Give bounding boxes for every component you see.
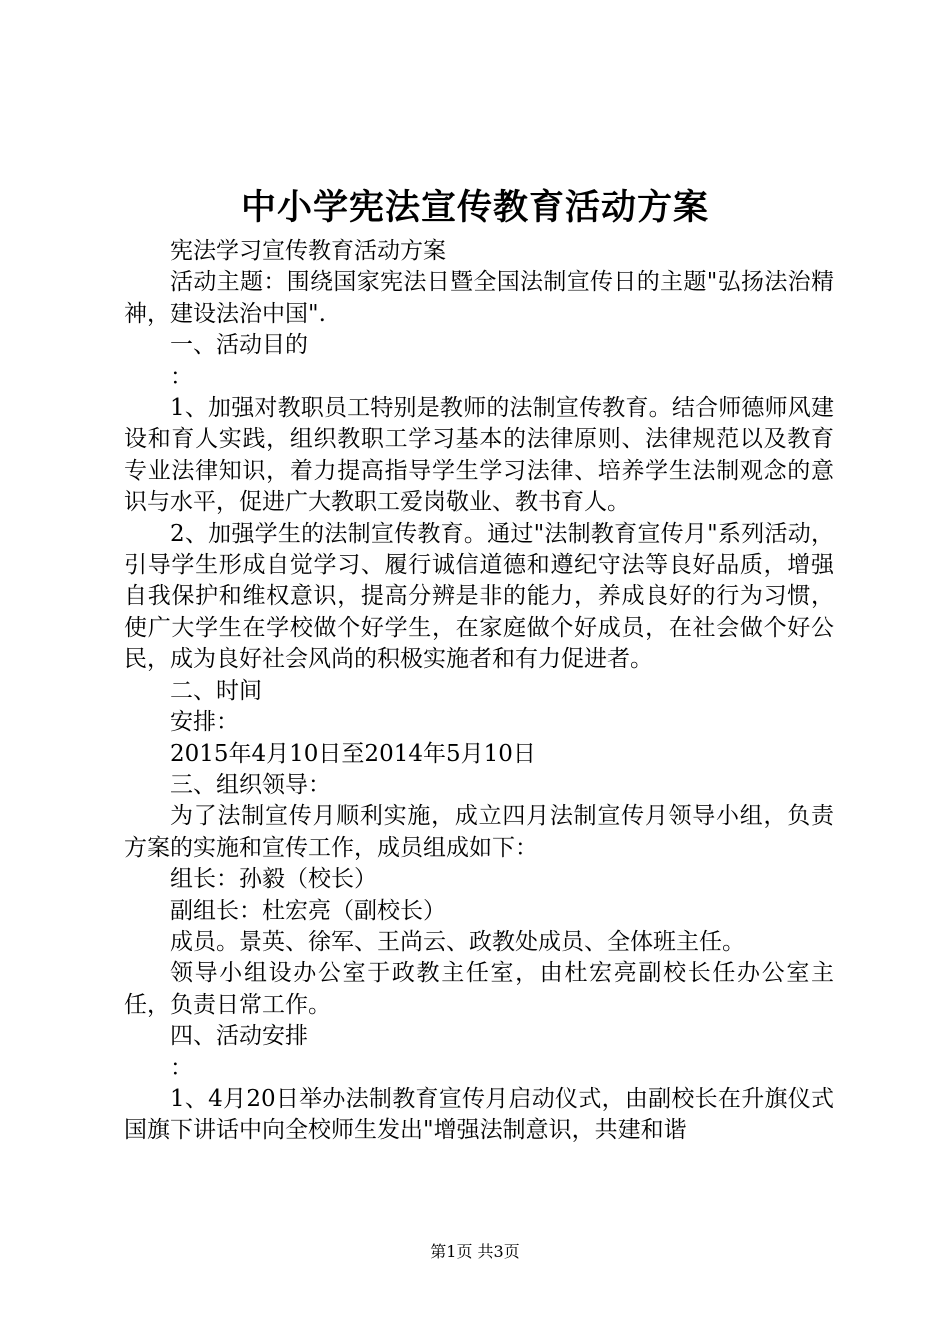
paragraph: 1、4月20日举办法制教育宣传月启动仪式，由副校长在升旗仪式国旗下讲话中向全校师生发出"增强法制意识，共建和谐 [124, 1085, 834, 1144]
section-heading: 一、活动目的 [170, 332, 308, 359]
paragraph: 宪法学习宣传教育活动方案 [170, 238, 446, 264]
paragraph: 2、加强学生的法制宣传教育。通过"法制教育宣传月"系列活动，引导学生形成自觉学习、履行诚信道德和遵纪守法等良好品质，增强自我保护和维权意识，提高分辨是非的能力，养成良好的行为习惯，使广大学生在学校做个好学生，在家庭做个好成员，在社会做个好公民，成为良好社会风尚的积极实施者和有力促进者。 [124, 520, 834, 673]
paragraph: 成员。景英、徐军、王尚云、政教处成员、全体班主任。 [170, 928, 745, 955]
section-heading: 三、组织领导： [170, 771, 331, 798]
page-footer: 第1页 共3页 [430, 1242, 520, 1261]
paragraph: 活动主题：围绕国家宪法日暨全国法制宣传日的主题"弘扬法治精神，建设法治中国". [124, 269, 834, 327]
section-heading: 四、活动安排 [170, 1023, 308, 1050]
paragraph: 组长：孙毅（校长） [170, 866, 377, 893]
paragraph: 为了法制宣传月顺利实施，成立四月法制宣传月领导小组，负责方案的实施和宣传工作，成员组成如下： [124, 803, 834, 861]
paragraph: 2015年4月10日至2014年5月10日 [170, 740, 536, 767]
paragraph: ： [170, 363, 193, 390]
paragraph: ： [170, 1054, 193, 1081]
document-title: 中小学宪法宣传教育活动方案 [240, 187, 709, 228]
document-body [124, 236, 834, 1147]
paragraph: 安排： [170, 709, 239, 736]
paragraph: 1、加强对教职员工特别是教师的法制宣传教育。结合师德师风建设和育人实践，组织教职工学习基本的法律原则、法律规范以及教育专业法律知识，着力提高指导学生学习法律、培养学生法制观念的意识与水平，促进广大教职工爱岗敬业、教书育人。 [124, 395, 834, 516]
section-heading: 二、时间 [170, 677, 262, 704]
paragraph: 副组长：杜宏亮（副校长） [170, 897, 446, 924]
paragraph: 领导小组设办公室于政教主任室，由杜宏亮副校长任办公室主任，负责日常工作。 [124, 960, 834, 1018]
